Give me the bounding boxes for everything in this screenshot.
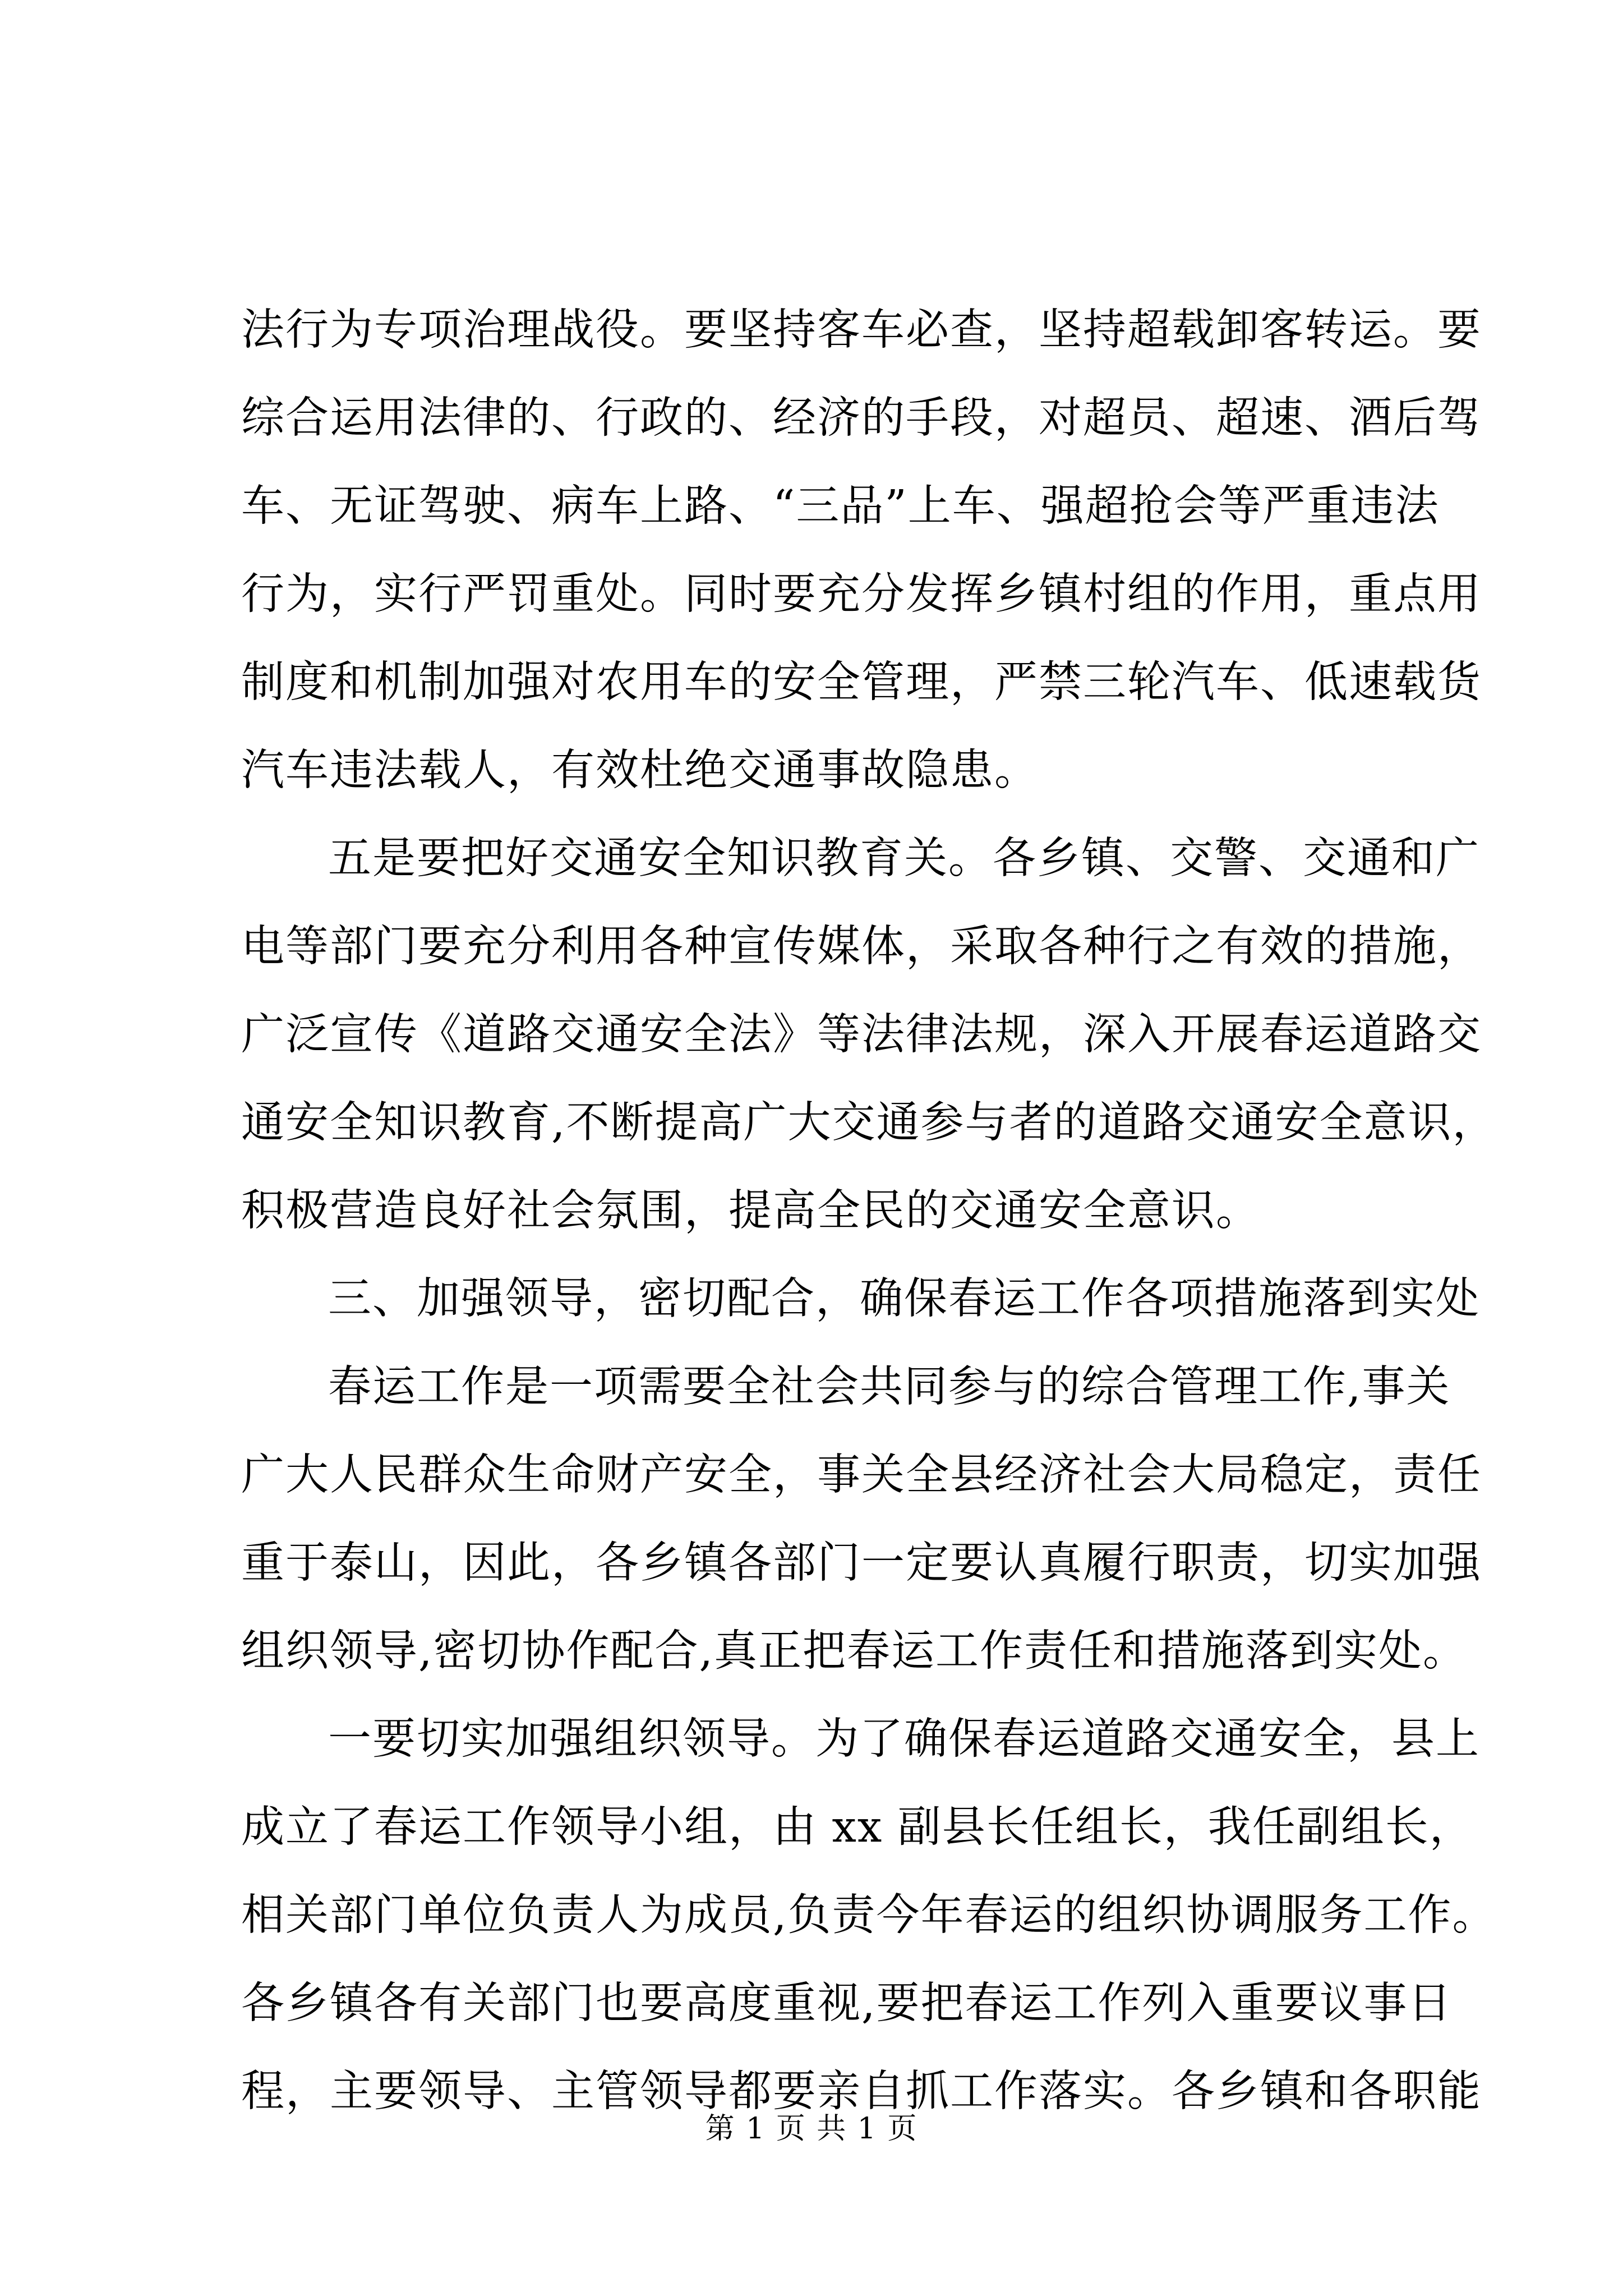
text-line: 综合运用法律的、行政的、经济的手段，对超员、超速、酒后驾	[241, 393, 1482, 443]
text-line: 五是要把好交通安全知识教育关。各乡镇、交警、交通和广	[328, 834, 1480, 884]
text-line: 制度和机制加强对农用车的安全管理，严禁三轮汽车、低速载货	[241, 657, 1482, 707]
page-footer: 第 1 页 共 1 页	[705, 2112, 918, 2146]
text-line: 春运工作是一项需要全社会共同参与的综合管理工作,事关	[328, 1362, 1451, 1412]
text-line: 各乡镇各有关部门也要高度重视,要把春运工作列入重要议事日	[241, 1978, 1453, 2028]
text-line: 广泛宣传《道路交通安全法》等法律法规，深入开展春运道路交	[241, 1010, 1482, 1060]
text-line: 电等部门要充分利用各种宣传媒体，采取各种行之有效的措施，	[241, 922, 1482, 972]
text-line: 广大人民群众生命财产安全，事关全县经济社会大局稳定，责任	[241, 1450, 1482, 1500]
text-line: 组织领导,密切协作配合,真正把春运工作责任和措施落到实处。	[241, 1626, 1467, 1676]
text-line: 通安全知识教育,不断提高广大交通参与者的道路交通安全意识，	[241, 1098, 1497, 1148]
text-line: 车、无证驾驶、病车上路、“三品”上车、强超抢会等严重违法	[241, 481, 1440, 531]
text-line: 相关部门单位负责人为成员,负责今年春运的组织协调服务工作。	[241, 1890, 1497, 1940]
text-line: 程，主要领导、主管领导都要亲自抓工作落实。各乡镇和各职能	[241, 2067, 1482, 2116]
text-line: 三、加强领导，密切配合，确保春运工作各项措施落到实处	[328, 1274, 1480, 1324]
document-body	[241, 286, 1497, 2136]
text-line: 重于泰山，因此，各乡镇各部门一定要认真履行职责，切实加强	[241, 1538, 1482, 1588]
text-line: 汽车违法载人，有效杜绝交通事故隐患。	[241, 746, 1039, 795]
text-line: 成立了春运工作领导小组，由 xx 副县长任组长，我任副组长，	[241, 1802, 1474, 1852]
text-line: 积极营造良好社会氛围，提高全民的交通安全意识。	[241, 1186, 1260, 1236]
text-line: 一要切实加强组织领导。为了确保春运道路交通安全，县上	[328, 1714, 1480, 1764]
text-line: 法行为专项治理战役。要坚持客车必查，坚持超载卸客转运。要	[241, 305, 1482, 355]
text-line: 行为，实行严罚重处。同时要充分发挥乡镇村组的作用，重点用	[241, 569, 1482, 619]
